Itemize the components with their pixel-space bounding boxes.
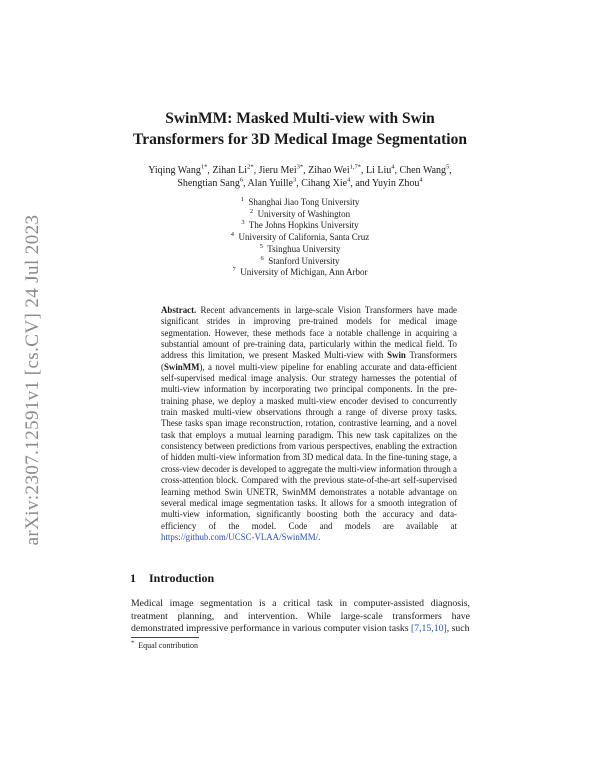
- abstract-text: Transformers (: [161, 350, 457, 372]
- intro-text: , such: [446, 623, 470, 635]
- affiliation-number: 1: [240, 196, 244, 203]
- author-affil-mark: 4: [347, 176, 351, 184]
- affiliation-number: 6: [260, 254, 264, 262]
- arxiv-sidebar: [18, 215, 48, 545]
- abstract-text-end: .: [318, 531, 321, 542]
- affiliation-number: 7: [232, 266, 236, 274]
- abstract-block: [161, 305, 457, 543]
- author-affil-mark: 6: [239, 176, 244, 184]
- code-link[interactable]: https://github.com/UCSC-VLAA/SwinMM/: [161, 531, 319, 542]
- title-line-2: Transformers for 3D Medical Image Segmentation: [133, 131, 467, 148]
- affiliation-name: Tsinghua University: [267, 243, 341, 254]
- affiliation-name: University of Washington: [257, 208, 351, 219]
- author-name: Jieru Mei: [258, 165, 297, 176]
- citation-link[interactable]: [7,15,10]: [410, 623, 447, 635]
- section-heading: [130, 571, 470, 586]
- affiliation-name: Shanghai Jiao Tong University: [248, 197, 360, 207]
- author-name: Chen Wang: [399, 165, 447, 176]
- abstract-bold-swinmm: SwinMM: [163, 361, 200, 372]
- affiliation-item: [200, 197, 400, 209]
- affiliation-item: [200, 267, 400, 279]
- section-title: Introduction: [149, 571, 215, 585]
- author-affil-mark: 3: [293, 176, 297, 184]
- author-name: Cihang Xie: [301, 178, 348, 189]
- section-number: 1: [130, 571, 136, 585]
- author-name: Zihao Wei: [308, 165, 350, 176]
- affiliation-number: 3: [241, 219, 245, 227]
- affiliation-name: University of California, Santa Cruz: [238, 232, 370, 243]
- affiliation-item: [200, 209, 400, 221]
- intro-text: Medical image segmentation is a critical task in computer-assisted diagnosis, treatment planning, and intervention. While large-scale transformers have demonstrated impressive performance in various computer vision tasks: [131, 598, 470, 635]
- author-affil-mark: 2*: [247, 163, 254, 171]
- affiliation-name: University of Michigan, Ann Arbor: [240, 267, 368, 278]
- author-affil-mark: 5: [446, 163, 450, 171]
- author-name: Li Liu: [365, 165, 392, 176]
- abstract-bold-swin: Swin: [387, 350, 406, 361]
- author-list: [120, 164, 480, 190]
- affiliation-item: [200, 256, 400, 268]
- author-name: Alan Yuille: [247, 178, 293, 189]
- affiliation-number: 4: [230, 231, 234, 239]
- author-affil-mark: 1,7*: [349, 163, 361, 171]
- affiliation-name: The Johns Hopkins University: [248, 220, 359, 231]
- affiliation-list: [200, 197, 400, 279]
- author-affil-mark: 4: [419, 176, 423, 184]
- author-affil-mark: 4: [391, 163, 395, 171]
- intro-paragraph: [131, 598, 470, 636]
- author-name: Yiqing Wang: [148, 165, 201, 176]
- author-name: Shengtian Sang: [177, 178, 240, 189]
- arxiv-identifier[interactable]: arXiv:2307.12591v1 [cs.CV] 24 Jul 2023: [22, 214, 43, 546]
- affiliation-item: [200, 232, 400, 244]
- footnote: [131, 641, 470, 651]
- affiliation-item: [200, 244, 400, 256]
- footnote-text: Equal contribution: [138, 641, 199, 650]
- footnote-rule: [131, 637, 199, 638]
- affiliation-name: Stanford University: [268, 255, 340, 266]
- affiliation-number: 5: [259, 242, 263, 250]
- footnote-mark: *: [131, 639, 135, 647]
- author-conjunction: and: [355, 178, 370, 189]
- author-name: Zihan Li: [212, 165, 248, 176]
- abstract-text: ), a novel multi-view pipeline for enabling accurate and data-efficient self-supervised medical image analysis. Our strategy harnesses the potential of multi-view information by incorporating two principal components. In the pre-training phase, we deploy a masked multi-view encoder devised to concurrently train masked multi-view observations through a range of diverse proxy tasks. These tasks span image reconstruction, rotation, contrastive learning, and a novel task that employs a mutual learning paradigm. This new task capitalizes on the consistency between predictions from various perspectives, enabling the extraction of hidden multi-view information from 3D medical data. In the fine-tuning stage, a cross-view decoder is developed to aggregate the multi-view information through a cross-attention block. Compared with the previous state-of-the-art self-supervised learning method Swin UNETR, SwinMM demonstrates a notable advantage on several medical image segmentation tasks. It allows for a smooth integration of multi-view information, significantly boosting both the accuracy and data-efficiency of the model. Code and models are available at: [161, 361, 457, 531]
- author-affil-mark: 3*: [296, 163, 304, 171]
- title-line-1: SwinMM: Masked Multi-view with Swin: [165, 110, 435, 127]
- author-line-1: Yiqing Wang$^{1*}$, Zihan $Li^{2*}$, Jieru Mei$^{3*}$, Zihao Wei$^{1,7*}$, Li Liu$^4$, Chen Wang$^5$,: [148, 163, 452, 176]
- abstract-text: Recent advancements in large-scale Vision Transformers have made significant strides in improving pre-trained models for medical image segmentation. However, these methods face a notable challenge in acquiring a substantial amount of pre-training data, particularly within the medical field. To address this limitation, we present Masked Multi-view with: [161, 305, 457, 361]
- author-line-2: Shengtian Sang$^6$, Alan Yuille$^3$, Cihang Xie$^4$, and Yuyin Zhou$^4$: [177, 176, 423, 189]
- author-name: Yuyin Zhou: [371, 178, 420, 189]
- paper-title: [100, 108, 500, 150]
- abstract-label: Abstract.: [161, 305, 197, 315]
- author-affil-mark: 1*: [200, 163, 208, 171]
- affiliation-number: 2: [249, 207, 254, 215]
